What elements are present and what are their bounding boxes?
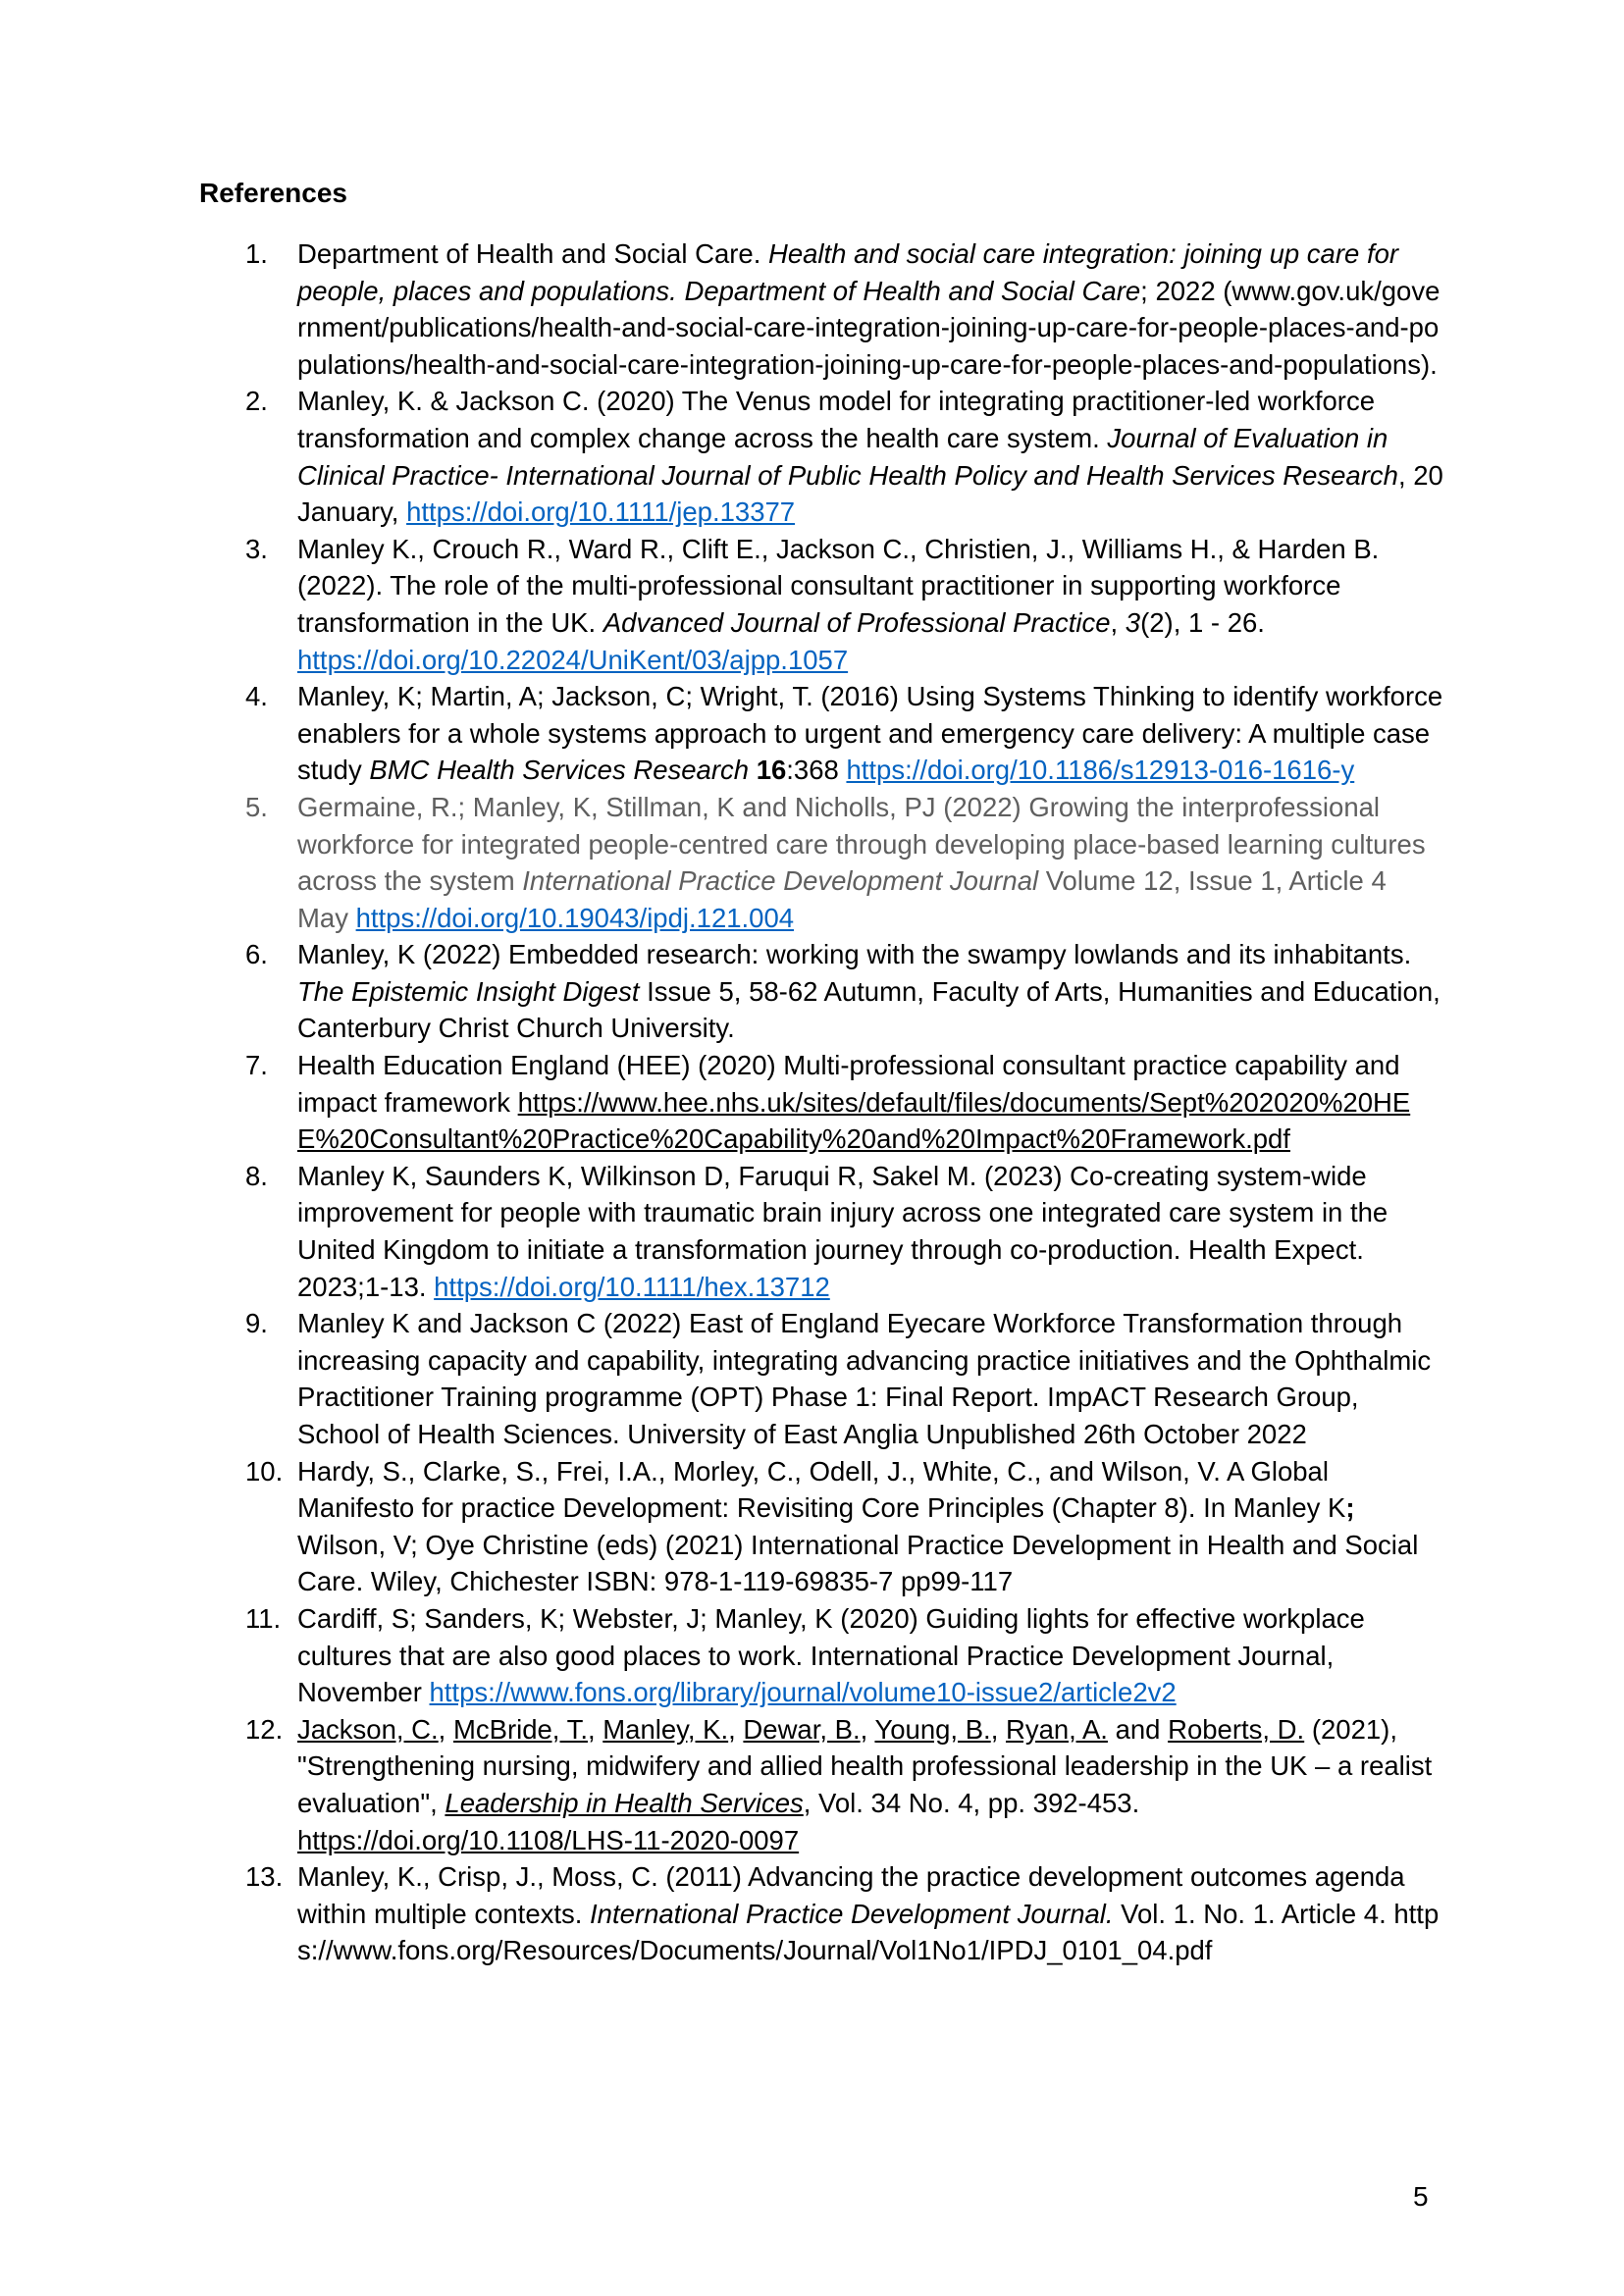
author-link[interactable]: Jackson, C. (297, 1713, 439, 1745)
reference-item-13: 13. Manley, K., Crisp, J., Moss, C. (2011) Advancing the practice development outcomes agenda within multiple contexts. International Practice Development Journal. Vol. 1. No. 1. Article 4. https://www.fons.org/Resources/Documents/Journal/Vol1No1/IPDJ_0101_04.pdf (0, 1858, 1443, 1969)
reference-item-5: 5. Germaine, R.; Manley, K, Stillman, K and Nicholls, PJ (2022) Growing the interprofessional workforce for integrated people-centred care through developing place-based learning cultures across the system International Practice Development Journal Volume 12, Issue 1, Article 4 May https://doi.org/10.19043/ipdj.121.004 (0, 789, 1443, 936)
reference-item-6: 6. Manley, K (2022) Embedded research: working with the swampy lowlands and its inhabitants. The Epistemic Insight Digest Issue 5, 58-62 Autumn, Faculty of Arts, Humanities and Education, Canterbury Christ Church University. (0, 936, 1443, 1047)
reference-number: 13. (245, 1861, 284, 1893)
reference-item-4: 4. Manley, K; Martin, A; Jackson, C; Wright, T. (2016) Using Systems Thinking to identify workforce enablers for a whole systems approach to urgent and emergency care delivery: A multiple case study BMC Health Services Research 16:368 https://doi.org/10.1186/s12913-016-1616-y (0, 678, 1443, 789)
author-link[interactable]: McBride, T. (452, 1713, 588, 1745)
author-link[interactable]: Roberts, D. (1168, 1713, 1305, 1745)
doi-link[interactable]: https://doi.org/10.1108/LHS-11-2020-0097 (297, 1824, 800, 1855)
author-link[interactable]: Young, B. (874, 1713, 991, 1745)
reference-number: 8. (245, 1160, 268, 1191)
doi-link[interactable]: https://doi.org/10.1111/hex.13712 (434, 1271, 830, 1302)
page-number: 5 (1413, 2181, 1429, 2212)
references-list (0, 235, 1624, 1969)
reference-number: 10. (245, 1455, 284, 1487)
journal-link[interactable]: Leadership in Health Services (445, 1787, 804, 1818)
reference-item-7: 7. Health Education England (HEE) (2020) Multi-professional consultant practice capability and impact framework https://www.hee.nhs.uk/sites/default/files/documents/Sept%202020%20HEE%20Consultant%20Practice%20Capability%20and%20Impact%20Framework.pdf (0, 1047, 1443, 1158)
author-link[interactable]: Dewar, B. (743, 1713, 861, 1745)
reference-number: 11. (245, 1602, 282, 1634)
article-link[interactable]: https://www.fons.org/library/journal/volume10-issue2/article2v2 (429, 1677, 1177, 1708)
author-link[interactable]: Ryan, A. (1005, 1713, 1108, 1745)
reference-item-10: 10. Hardy, S., Clarke, S., Frei, I.A., Morley, C., Odell, J., White, C., and Wilson, V. A Global Manifesto for practice Development: Revisiting Core Principles (Chapter 8). In Manley K; Wilson, V; Oye Christine (eds) (2021) International Practice Development in Health and Social Care. Wiley, Chichester ISBN: 978-1-119-69835-7 pp99-117 (0, 1453, 1443, 1600)
reference-item-12: 12. Jackson, C., McBride, T., Manley, K., Dewar, B., Young, B., Ryan, A. and Roberts, D. (2021), "Strengthening nursing, midwifery and allied health professional leadership in the UK – a realist evaluation", Leadership in Health Services, Vol. 34 No. 4, pp. 392-453. https://doi.org/10.1108/LHS-11-2020-0097 (0, 1711, 1443, 1858)
reference-item-3: 3. Manley K., Crouch R., Ward R., Clift E., Jackson C., Christien, J., Williams H., & Harden B. (2022). The role of the multi-professional consultant practitioner in supporting workforce transformation in the UK. Advanced Journal of Professional Practice, 3(2), 1 - 26. https://doi.org/10.22024/UniKent/03/ajpp.1057 (0, 531, 1443, 678)
reference-item-2: 2. Manley, K. & Jackson C. (2020) The Venus model for integrating practitioner-led workforce transformation and complex change across the health care system. Journal of Evaluation in Clinical Practice- International Journal of Public Health Policy and Health Services Research, 20 January, https://doi.org/10.1111/jep.13377 (0, 383, 1443, 530)
reference-number: 1. (245, 238, 268, 269)
doi-link[interactable]: https://doi.org/10.22024/UniKent/03/ajpp.1057 (297, 644, 849, 675)
reference-item-8: 8. Manley K, Saunders K, Wilkinson D, Faruqui R, Sakel M. (2023) Co-creating system-wide improvement for people with traumatic brain injury across one integrated care system in the United Kingdom to initiate a transformation journey through co-production. Health Expect. 2023;1-13. https://doi.org/10.1111/hex.13712 (0, 1158, 1443, 1305)
doi-link[interactable]: https://doi.org/10.1186/s12913-016-1616-y (846, 755, 1355, 786)
author-link[interactable]: Manley, K. (602, 1713, 729, 1745)
reference-item-11: 11. Cardiff, S; Sanders, K; Webster, J; Manley, K (2020) Guiding lights for effective workplace cultures that are also good places to work. International Practice Development Journal, November https://www.fons.org/library/journal/volume10-issue2/article2v2 (0, 1600, 1443, 1711)
doi-link[interactable]: https://doi.org/10.1111/jep.13377 (406, 496, 796, 528)
reference-number: 4. (245, 681, 268, 712)
reference-item-1: 1. Department of Health and Social Care. Health and social care integration: joining up care for people, places and populations. Department of Health and Social Care; 2022 (www.gov.uk/government/publications/health-and-social-care-integration-joining-up-care-for-people-places-and-populations/health-and-social-care-integration-joining-up-care-for-people-places-and-populations). (0, 235, 1443, 383)
reference-number: 9. (245, 1308, 268, 1339)
reference-item-9: 9. Manley K and Jackson C (2022) East of England Eyecare Workforce Transformation through increasing capacity and capability, integrating advancing practice initiatives and the Ophthalmic Practitioner Training programme (OPT) Phase 1: Final Report. ImpACT Research Group, School of Health Sciences. University of East Anglia Unpublished 26th October 2022 (0, 1305, 1443, 1452)
doi-link[interactable]: https://doi.org/10.19043/ipdj.121.004 (355, 902, 795, 933)
reference-number: 3. (245, 533, 268, 564)
document-link[interactable]: https://www.hee.nhs.uk/sites/default/files/documents/Sept%202020%20HEE%20Consultant%20Practice%20Capability%20and%20Impact%20Framework.pdf (297, 1086, 1411, 1155)
reference-number: 2. (245, 386, 268, 417)
reference-number: 5. (245, 791, 268, 822)
reference-number: 6. (245, 939, 268, 970)
references-heading: References (199, 178, 347, 208)
reference-number: 12. (245, 1713, 284, 1745)
reference-number: 7. (245, 1050, 268, 1081)
